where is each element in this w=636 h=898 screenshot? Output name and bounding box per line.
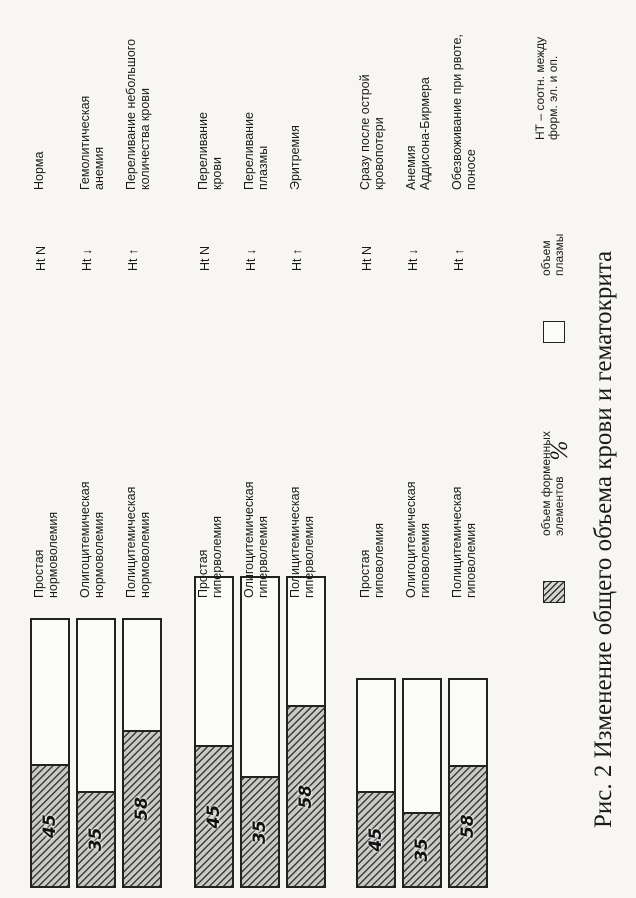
legend-note: НТ – соотн. между форм. эл. и оп. [533,36,560,140]
volemia-type: Олигоцитемическая нормоволемия [78,481,106,598]
volemia-type: Полицитемическая гиповолемия [450,486,478,598]
volemia-type: Полицитемическая гиперволемия [288,486,316,598]
hematocrit-change: Нt ↓ [80,248,94,271]
volume-bar [240,576,280,888]
hematocrit-value: 45 [40,814,60,838]
legend-plasma-label: объем плазмы [539,233,566,276]
clinical-condition: Норма [32,151,46,190]
clinical-condition: Сразу после острой кровопотери [358,74,386,190]
hematocrit-change: Нt ↑ [290,248,304,271]
clinical-condition: Обезвоживание при рвоте, поносе [450,34,478,190]
volemia-type: Полицитемическая нормоволемия [124,486,152,598]
hematocrit-value: 35 [412,838,432,862]
clinical-condition: Переливание небольшого количества крови [124,38,152,190]
volemia-type: Простая гиповолемия [358,522,386,598]
clinical-condition: Анемия Аддисона-Бирмера [404,77,432,190]
clinical-condition: Эритремия [288,125,302,190]
legend-cells-swatch [543,581,565,603]
hematocrit-change: Нt N [360,246,374,271]
hematocrit-change: Нt ↓ [406,248,420,271]
volume-bar [76,618,116,888]
figure-caption: Рис. 2 Изменение общего объема крови и гематокрита [590,250,617,828]
legend-plasma-swatch [543,321,565,343]
volemia-type: Простая нормоволемия [32,511,60,598]
volume-bar [194,576,234,888]
volume-bar [30,618,70,888]
volume-bar [122,618,162,888]
hematocrit-value: 45 [204,804,224,829]
clinical-condition: Переливание крови [196,112,224,190]
hematocrit-change: Нt N [198,246,212,271]
hematocrit-value: 58 [458,814,478,839]
hematocrit-value: 58 [132,797,152,821]
clinical-condition: Переливание плазмы [242,112,270,190]
hematocrit-value: 35 [250,820,270,844]
volume-bar [448,678,488,888]
hematocrit-value: 35 [86,827,106,852]
hematocrit-change: Нt ↓ [244,248,258,271]
hematocrit-change: Нt ↑ [452,248,466,271]
legend-percent-sign: % [548,440,573,461]
hematocrit-change: Нt ↑ [126,248,140,271]
hematocrit-value: 58 [296,784,316,809]
legend-cells-label: объем форменных элементов [539,431,566,536]
volume-bar [356,678,396,888]
volume-bar [402,678,442,888]
volemia-type: Олигоцитемическая гиперволемия [242,481,270,598]
hematocrit-change: Нt N [34,246,48,271]
clinical-condition: Гемолитическая анемия [78,95,106,190]
volemia-type: Простая гиперволемия [196,516,224,598]
hematocrit-value: 45 [366,827,386,852]
volume-bar [286,576,326,888]
volemia-type: Олигоцитемическая гиповолемия [404,481,432,598]
